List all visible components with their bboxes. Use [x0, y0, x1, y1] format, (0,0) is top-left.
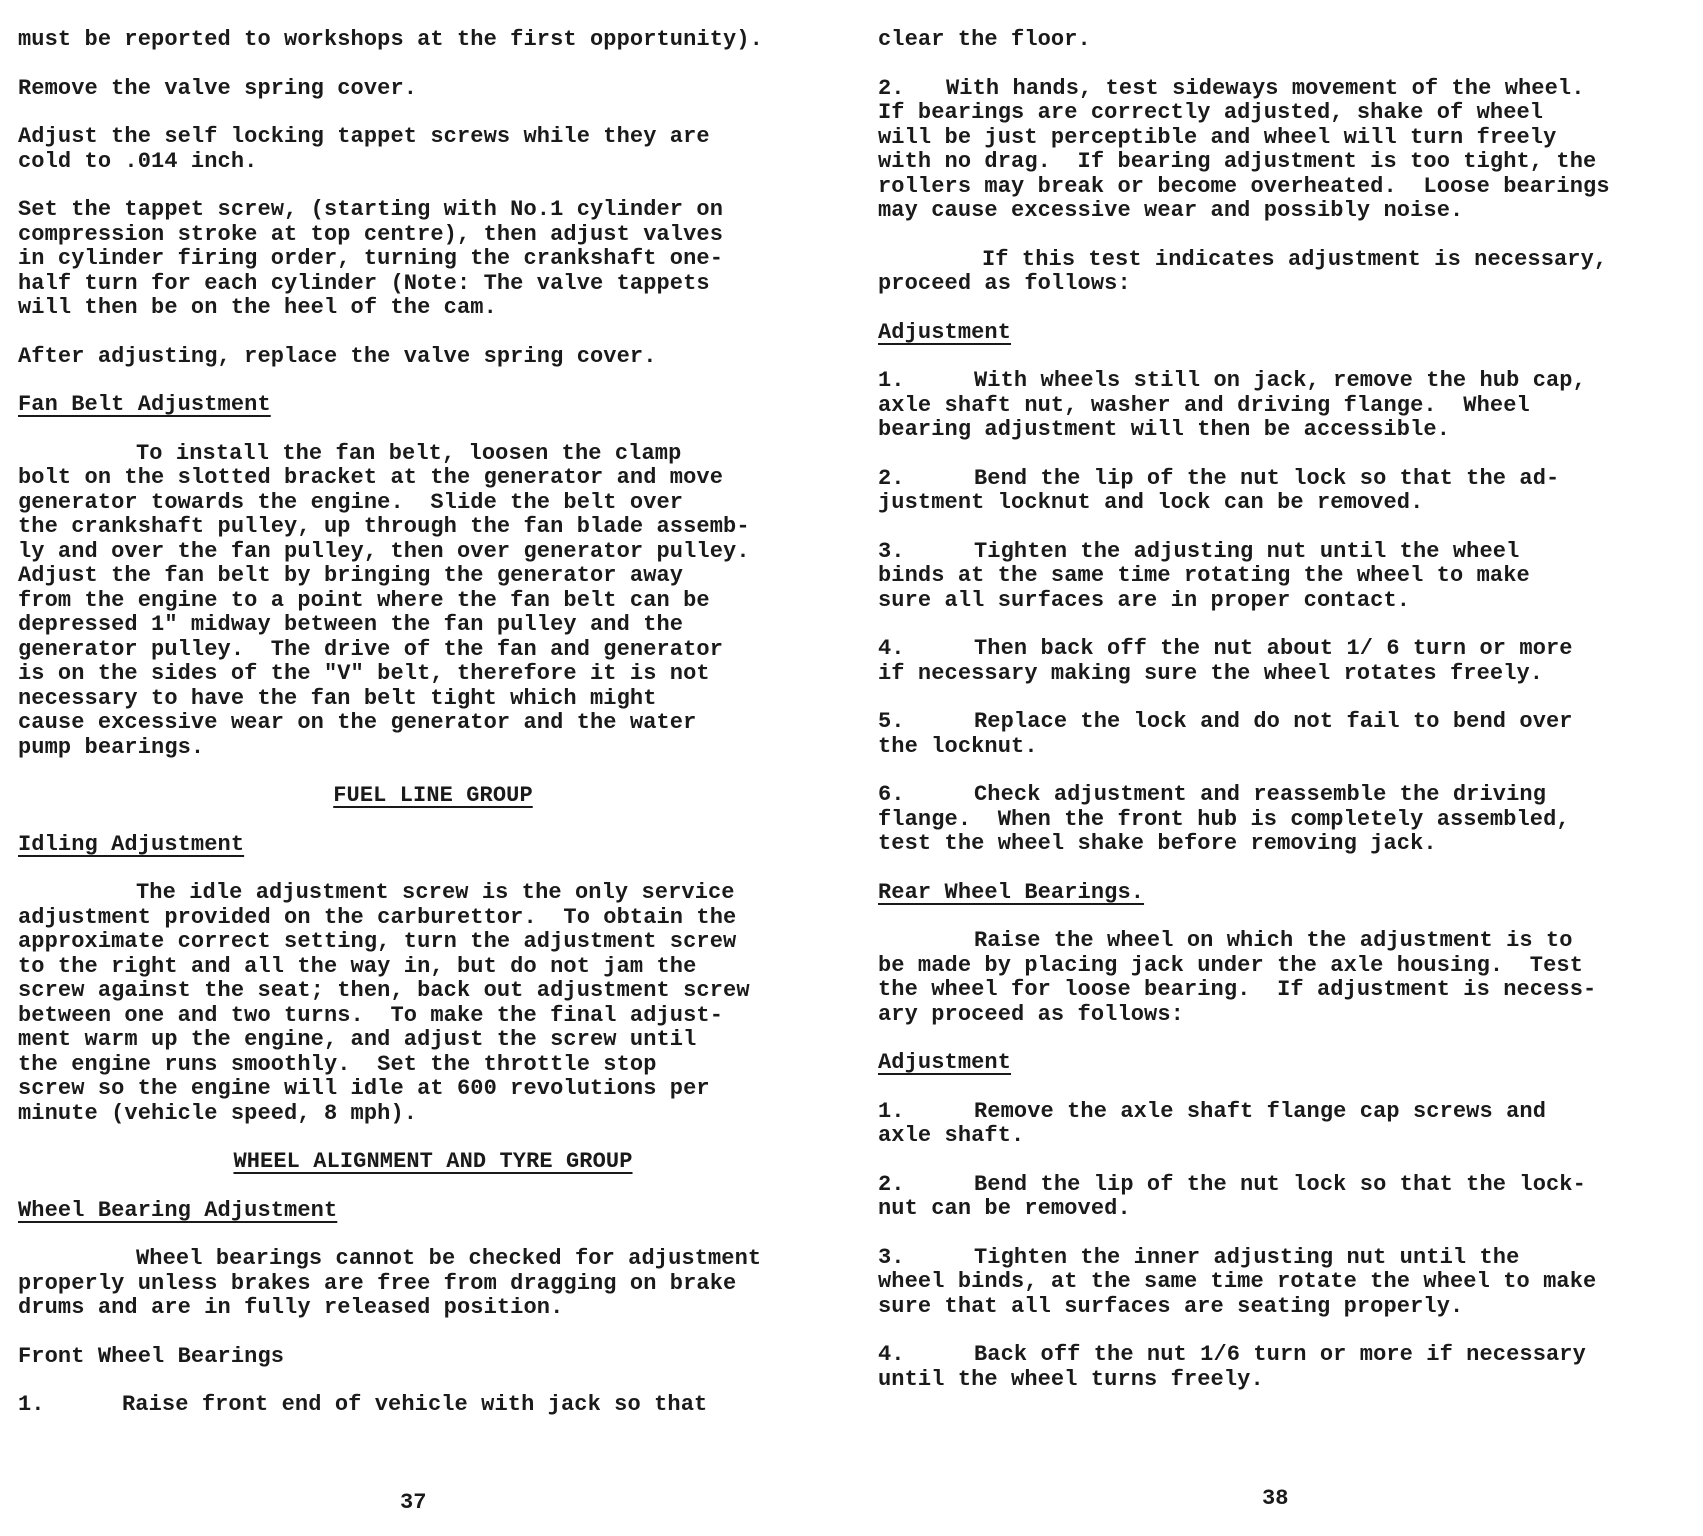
list-item: 3. Tighten the inner adjusting nut until the wheel binds, at the same time rotate the wheel to make sure that all surfaces are seating properly. — [878, 1246, 1686, 1320]
list-item: 2. Bend the lip of the nut lock so that the lock- nut can be removed. — [878, 1173, 1686, 1222]
left-page — [18, 0, 848, 1536]
step-number: 1. — [18, 1392, 45, 1417]
step-text: Raise front end of vehicle with jack so that — [122, 1392, 708, 1417]
step-text: With wheels still on jack, remove the hub cap, axle shaft nut, washer and driving flange. Wheel bearing adjustment will then be accessible. — [878, 368, 1586, 442]
list-item — [878, 77, 1686, 224]
step-text: Bend the lip of the nut lock so that the ad- justment locknut and lock can be removed. — [878, 465, 1560, 515]
step-text: Then back off the nut about 1/ 6 turn or more if necessary making sure the wheel rotates freely. — [878, 636, 1573, 686]
right-page — [878, 0, 1686, 1536]
paragraph: must be reported to workshops at the first opportunity). — [18, 27, 763, 52]
section-heading-adjustment-front: Adjustment — [878, 319, 1012, 345]
paragraph-fan-belt: To install the fan belt, loosen the clamp bolt on the slotted bracket at the generator and move generator towards the engine. Slide the belt over the crankshaft pulley, up through the fan blade assemb- ly and over the fan pulley, then over generator pulley. Adjust the fan belt by bringing the generator away from the engine to a point where the fan belt can be depressed 1" midway between the fan pulley and the generator pulley. The drive of the fan and generator is on the sides of the "V" belt, therefore it is not necessary to have the fan belt tight which might cause excessive wear on the generator and the water pump bearings. — [18, 440, 750, 760]
section-heading-fan-belt: Fan Belt Adjustment — [18, 392, 271, 417]
step-text: Back off the nut 1/6 turn or more if necessary until the wheel turns freely. — [878, 1342, 1586, 1392]
paragraph: After adjusting, replace the valve spring cover. — [18, 343, 657, 369]
list-item: 6. Check adjustment and reassemble the driving flange. When the front hub is completely assembled, test the wheel shake before removing jack. — [878, 783, 1686, 857]
group-heading-fuel-line: FUEL LINE GROUP — [333, 783, 533, 808]
step-text: Bend the lip of the nut lock so that the lock- nut can be removed. — [878, 1171, 1586, 1221]
step-text: Remove the axle shaft flange cap screws and axle shaft. — [878, 1098, 1546, 1148]
subheading-front-wheel-bearings: Front Wheel Bearings — [18, 1343, 285, 1369]
section-heading-wheel-bearing: Wheel Bearing Adjustment — [18, 1197, 338, 1223]
step-number: 2. — [878, 75, 905, 101]
paragraph-test: If this test indicates adjustment is necessary, proceed as follows: — [878, 246, 1608, 296]
paragraph-rear: Raise the wheel on which the adjustment is to be made by placing jack under the axle housing. Test the wheel for loose bearing. If adjustment is necess- ary proceed as follows: — [878, 928, 1597, 1027]
section-heading-adjustment-rear: Adjustment — [878, 1050, 1012, 1075]
paragraph: clear the floor. — [878, 27, 1091, 52]
section-heading-rear-wheel-bearings: Rear Wheel Bearings. — [878, 879, 1145, 905]
step-text: Replace the lock and do not fail to bend over the locknut. — [878, 709, 1573, 759]
adjustment-front-list — [878, 369, 1686, 857]
step-text: Tighten the inner adjusting nut until the wheel binds, at the same time rotate the wheel to make sure that all surfaces are seating properly. — [878, 1244, 1597, 1319]
paragraph: Adjust the self locking tappet screws while they are cold to .014 inch. — [18, 124, 710, 174]
step-text: Tighten the adjusting nut until the wheel binds at the same time rotating the wheel to make sure all surfaces are in proper contact. — [878, 538, 1530, 613]
list-item — [18, 1393, 848, 1418]
list-item: 4. Then back off the nut about 1/ 6 turn or more if necessary making sure the wheel rotates freely. — [878, 637, 1686, 686]
page-number: 37 — [400, 1490, 427, 1515]
list-item: 4. Back off the nut 1/6 turn or more if necessary until the wheel turns freely. — [878, 1343, 1686, 1392]
paragraph-wheel-bearing: Wheel bearings cannot be checked for adjustment properly unless brakes are free from dragging on brake drums and are in fully released position. — [18, 1246, 762, 1320]
paragraph: Remove the valve spring cover. — [18, 75, 418, 101]
group-heading-wheel-alignment: WHEEL ALIGNMENT AND TYRE GROUP — [233, 1149, 633, 1174]
page-number: 38 — [1262, 1486, 1289, 1511]
list-item: 3. Tighten the adjusting nut until the wheel binds at the same time rotating the wheel to make sure all surfaces are in proper contact. — [878, 540, 1686, 614]
adjustment-rear-list — [878, 1100, 1686, 1393]
step-text: With hands, test sideways movement of the wheel. If bearings are correctly adjusted, shake of wheel will be just perceptible and wheel will turn freely with no drag. If bearing adjustment is too tight, the rollers may break or become overheated. Loose bearings may cause excessive wear and possibly noise. — [878, 75, 1610, 223]
left-page-text — [18, 28, 848, 1442]
list-item: 1. With wheels still on jack, remove the hub cap, axle shaft nut, washer and driving flange. Wheel bearing adjustment will then be accessible. — [878, 369, 1686, 443]
section-heading-idling: Idling Adjustment — [18, 831, 245, 857]
right-page-text — [878, 28, 1686, 1416]
paragraph-idling: The idle adjustment screw is the only service adjustment provided on the carburettor. To obtain the approximate correct setting, turn the adjustment screw to the right and all the way in, but do not jam the screw against the seat; then, back out adjustment screw between one and two turns. To make the final adjust- ment warm up the engine, and adjust the screw until the engine runs smoothly. Set the throttle stop screw so the engine will idle at 600 revolutions per minute (vehicle speed, 8 mph). — [18, 880, 750, 1126]
step-text: Check adjustment and reassemble the driving flange. When the front hub is completely assembled, test the wheel shake before removing jack. — [878, 782, 1570, 856]
list-item: 5. Replace the lock and do not fail to bend over the locknut. — [878, 710, 1686, 759]
paragraph: Set the tappet screw, (starting with No.1 cylinder on compression stroke at top centre), then adjust valves in cylinder firing order, turning the crankshaft one- half turn for each cylinder (Note: The valve tappets will then be on the heel of the cam. — [18, 197, 724, 320]
list-item: 1. Remove the axle shaft flange cap screws and axle shaft. — [878, 1100, 1686, 1149]
list-item: 2. Bend the lip of the nut lock so that the ad- justment locknut and lock can be removed. — [878, 467, 1686, 516]
